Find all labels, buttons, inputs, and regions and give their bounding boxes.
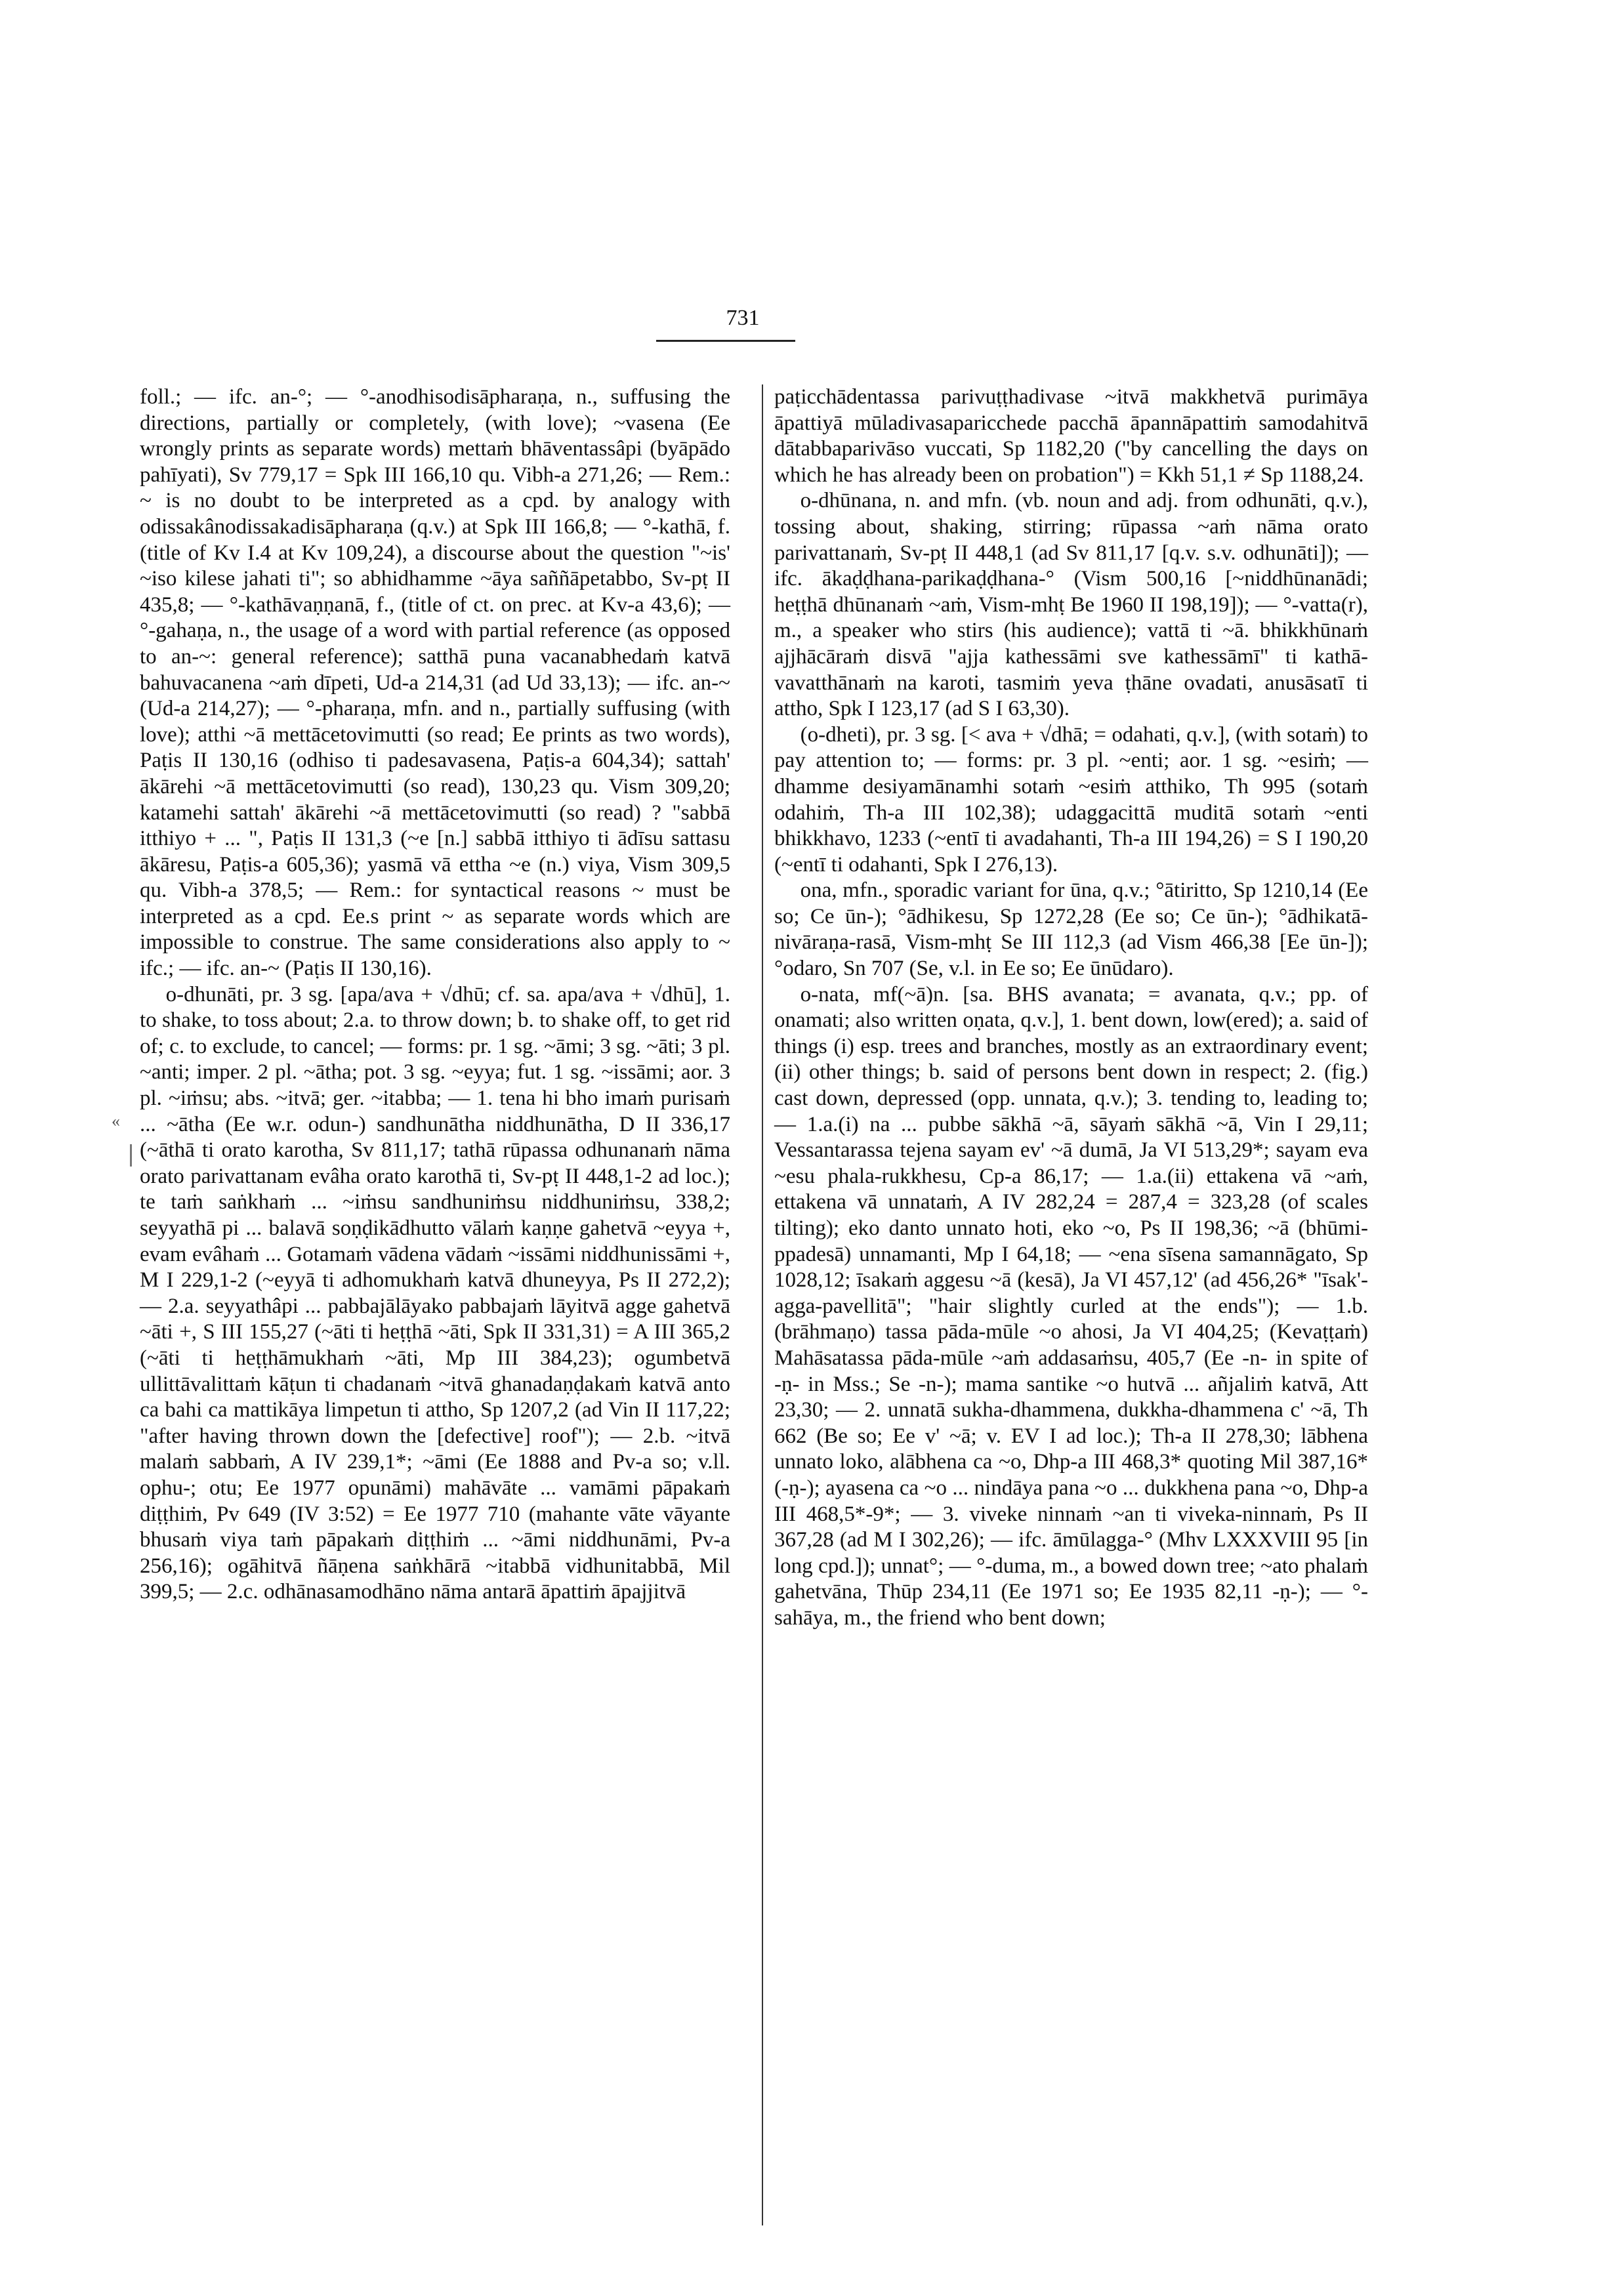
margin-tick [130, 1144, 132, 1167]
column-divider [762, 384, 763, 2225]
dictionary-entry: paṭicchādentassa parivuṭṭhadivase ~itvā makkhetvā purimāya āpattiyā mūladivasaparicchede pacchā āpannāpattiṁ samodahitvā dātabbaparivāso vuccati, Sp 1182,20 ("by cancelling the days on which he has already been on probation") = Kkh 51,1 ≠ Sp 1188,24. [774, 385, 1374, 487]
right-column [774, 384, 1374, 1632]
dictionary-entry: o-dhunāti, pr. 3 sg. [apa/ava + √dhū; cf. sa. apa/ava + √dhū], 1. to shake, to toss about; 2.a. to throw down; b. to shake off, to get rid of; c. to exclude, to cancel; — forms: pr. 1 sg. ~āmi; 3 sg. ~āti; 3 pl. ~anti; imper. 2 pl. ~ātha; pot. 3 sg. ~eyya; fut. 1 sg. ~issāmi; aor. 3 pl. ~iṁsu; abs. ~itvā; ger. ~itabba; — 1. tena hi bho imaṁ purisaṁ ... ~ātha (Ee w.r. odun-) sandhunātha niddhunātha, D II 336,17 (~āthā ti orato karotha, Sv 811,17; tathā rūpassa odhunanaṁ nāma orato parivattanam evâha orato karothā ti, Sv-pṭ II 448,1-2 ad loc.); te taṁ saṅkhaṁ ... ~iṁsu sandhuniṁsu niddhuniṁsu, 338,2; seyyathā pi ... balavā soṇḍikādhutto vālaṁ kaṇṇe gahetvā ~eyya +, evam evâhaṁ ... Gotamaṁ vādena vādaṁ ~issāmi niddhunissāmi +, M I 229,1-2 (~eyyā ti adhomukhaṁ katvā dhuneyya, Ps II 272,2); — 2.a. seyyathâpi ... pabbajālāyako pabbajaṁ lāyitvā agge gahetvā ~āti +, S III 155,27 (~āti ti heṭṭhā ~āti, Spk II 331,31) = A III 365,2 (~āti ti heṭṭhāmukhaṁ ~āti, Mp III 384,23); ogumbetvā ullittāvalittaṁ kāṭun ti chadanaṁ ~itvā ghanadaṇḍakaṁ katvā anto ca bahi ca mattikāya limpetun ti attho, Sp 1207,2 (ad Vin II 117,22; "after having thrown down the [defective] roof"); — 2.b. ~itvā malaṁ sabbaṁ, A IV 239,1*; ~āmi (Ee 1888 and Pv-a so; v.ll. ophu-; otu; Ee 1977 opunāmi) mahāvāte ... vamāmi pāpakaṁ diṭṭhiṁ, Pv 649 (IV 3:52) = Ee 1977 710 (mahante vāte vāyante bhusaṁ viya taṁ pāpakaṁ diṭṭhiṁ ... ~āmi niddhunāmi, Pv-a 256,16); ogāhitvā ñāṇena saṅkhārā ~itabbā vidhunitabbā, Mil 399,5; — 2.c. odhānasamodhāno nāma antarā āpattiṁ āpajjitvā [140, 982, 736, 1604]
dictionary-entry: ona, mfn., sporadic variant for ūna, q.v.; °ātiritto, Sp 1210,14 (Ee so; Ce ūn-); °ādhikesu, Sp 1272,28 (Ee so; Ce ūn-); °ādhikatā-nivāraṇa-rasā, Vism-mhṭ Se III 112,3 (ad Vism 466,38 [Ee ūn-]); °odaro, Sn 707 (Se, v.l. in Ee so; Ee ūnūdaro). [774, 879, 1374, 981]
dictionary-entry: (o-dheti), pr. 3 sg. [< ava + √dhā; = odahati, q.v.], (with sotaṁ) to pay attention to; — forms: pr. 3 pl. ~enti; aor. 1 sg. ~esiṁ; — dhamme desiyamānamhi sotaṁ ~esiṁ atthiko, Th 995 (sotaṁ odahiṁ, Th-a III 102,38); udaggacittā muditā sotaṁ ~enti bhikkhavo, 1233 (~entī ti avadahanti, Th-a III 194,26) = S I 190,20 (~entī ti odahanti, Spk I 276,13). [774, 722, 1374, 877]
dictionary-entry: o-dhūnana, n. and mfn. (vb. noun and adj. from odhunāti, q.v.), tossing about, shaking, stirring; rūpassa ~aṁ nāma orato parivattanaṁ, Sv-pṭ II 448,1 (ad Sv 811,17 [q.v. s.v. odhunāti]); — ifc. ākaḍḍhana-parikaḍḍhana-° (Vism 500,16 [~niddhūnanādi; heṭṭhā dhūnanaṁ ~aṁ, Vism-mhṭ Be 1960 II 198,19]); — °-vatta(r), m., a speaker who stirs (his audience); vattā ti ~ā. bhikkhūnaṁ ajjhācāraṁ disvā "ajja kathessāmi sve kathessāmī" ti kathā-vavatthānaṁ na karoti, tasmiṁ yeva ṭhāne ovadati, anusāsatī ti attho, Spk I 123,17 (ad S I 63,30). [774, 489, 1374, 721]
dictionary-entry: o-nata, mf(~ā)n. [sa. BHS avanata; = avanata, q.v.; pp. of onamati; also written oṇata, q.v.], 1. bent down, low(ered); a. said of things (i) esp. trees and branches, mostly as an extraordinary event; (ii) other things; b. said of persons bent down in respect; 2. (fig.) cast down, depressed (opp. unnata, q.v.); 3. tending to, leading to; — 1.a.(i) na ... pubbe sākhā ~ā, sāyaṁ sākhā ~ā, Vin I 29,11; Vessantarassa tejena sayam ev' ~ā dumā, Ja VI 513,29*; sayam eva ~esu phala-rukkhesu, Cp-a 86,17; — 1.a.(ii) ettakena vā ~aṁ, ettakena vā unnataṁ, A IV 282,24 = 287,4 = 323,28 (of scales tilting); eko danto unnato hoti, eko ~o, Ps II 198,36; ~ā (bhūmi-ppadesā) unnamanti, Mp I 64,18; — ~ena sīsena samannāgato, Sp 1028,12; īsakaṁ aggesu ~ā (kesā), Ja VI 457,12' (ad 456,26* "īsak'-agga-pavellitā"; "hair slightly curled at the ends"); — 1.b. (brāhmaṇo) tassa pāda-mūle ~o ahosi, Ja VI 404,25; (Kevaṭṭaṁ) Mahāsatassa pāda-mūle ~aṁ addasaṁsu, 405,7 (Ee -n- in spite of -ṇ- in Mss.; Se -n-); mama santike ~o hutvā ... añjaliṁ katvā, Att 23,30; — 2. unnatā sukha-dhammena, dukkha-dhammena c' ~ā, Th 662 (Be so; Ee v' ~ā; v. EV I ad loc.); Th-a II 278,30; lābhena unnato loko, alābhena ca ~o, Dhp-a III 468,3* quoting Mil 387,16* (-ṇ-); ayasena ca ~o ... nindāya pana ~o ... dukkhena pana ~o, Dhp-a III 468,5*-9*; — 3. viveke ninnaṁ ~an ti viveka-ninnaṁ, Ps II 367,28 (ad M I 302,26); — ifc. āmūlagga-° (Mhv LXXXVIII 95 [in long cpd.]); unnat°; — °-duma, m., a bowed down tree; ~ato phalaṁ gahetvāna, Thūp 234,11 (Ee 1971 so; Ee 1935 82,11 -ṇ-); — °-sahāya, m., the friend who bent down; [774, 982, 1374, 1630]
header-rule [656, 340, 795, 342]
dictionary-entry: foll.; — ifc. an-°; — °-anodhisodisāpharaṇa, n., suffusing the directions, partially or completely, (with love); ~vasena (Ee wrongly prints as separate words) mettaṁ bhāventassâpi (byāpādo pahīyati), Sv 779,17 = Spk III 166,10 qu. Vibh-a 271,26; — Rem.: ~ is no doubt to be interpreted as a cpd. by analogy with odissakânodissakadisāpharaṇa (q.v.) at Spk III 166,8; — °-kathā, f. (title of Kv I.4 at Kv 109,24), a discourse about the question "~is' ~iso kilese jahati ti"; so abhidhamme ~āya saññāpetabbo, Sv-pṭ II 435,8; — °-kathāvaṇṇanā, f., (title of ct. on prec. at Kv-a 43,6); — °-gahaṇa, n., the usage of a word with partial reference (as opposed to an-~: general reference); satthā puna vacanabhedaṁ katvā bahuvacanena ~aṁ dīpeti, Ud-a 214,31 (ad Ud 33,13); — ifc. an-~ (Ud-a 214,27); — °-pharaṇa, mfn. and n., partially suffusing (with love); atthi ~ā mettācetovimutti (so read; Ee prints as two words), Paṭis II 130,16 (odhiso ti padesavasena, Paṭis-a 604,34); sattah' ākārehi ~ā mettācetovimutti (so read), 130,23 qu. Vism 309,20; katamehi sattah' ākārehi ~ā mettācetovimutti (so read) ? "sabbā itthiyo + ... ", Paṭis II 131,3 (~e [n.] sabbā itthiyo ti ādīsu sattasu ākāresu, Paṭis-a 605,36); yasmā vā ettha ~e (n.) viya, Vism 309,5 qu. Vibh-a 378,5; — Rem.: for syntactical reasons ~ must be interpreted as a cpd. Ee.s print ~ as separate words which are impossible to construe. The same considerations also apply to ~ ifc.; — ifc. an-~ (Paṭis II 130,16). [140, 385, 736, 981]
left-column [140, 384, 736, 1605]
margin-mark: « [112, 1111, 120, 1130]
page-number: 731 [726, 306, 760, 330]
